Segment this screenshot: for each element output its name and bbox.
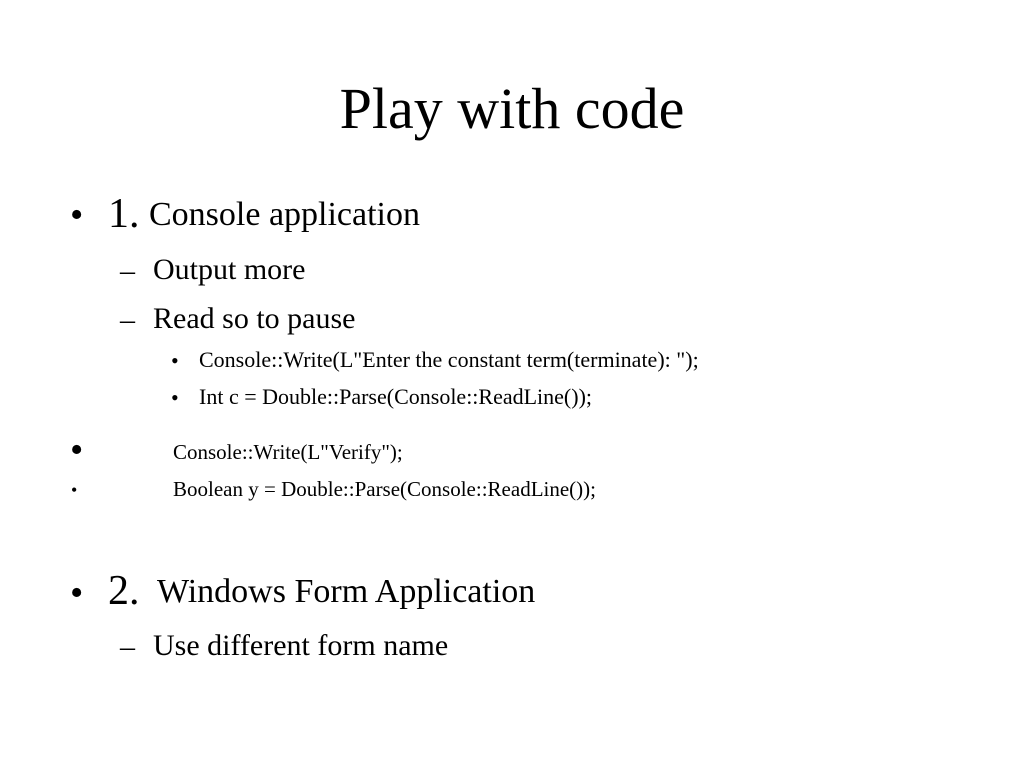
subitem-text: Output more: [153, 253, 306, 286]
item-number: 2.: [108, 568, 140, 614]
bullet-icon: •: [171, 348, 179, 373]
subitem-text: Read so to pause: [153, 302, 356, 335]
dash-marker: –: [120, 254, 135, 287]
subitem-text: Use different form name: [153, 629, 449, 662]
code-line: Console::Write(L"Enter the constant term(terminate): ");: [199, 347, 699, 372]
bullet-icon: •: [70, 194, 84, 236]
code-line: Int c = Double::Parse(Console::ReadLine());: [199, 384, 593, 409]
item-number: 1.: [108, 191, 140, 237]
bullet-icon: •: [70, 429, 84, 471]
bullet-icon: •: [71, 480, 78, 500]
dash-marker: –: [120, 630, 135, 663]
code-line: Boolean y = Double::Parse(Console::ReadLine());: [173, 477, 596, 501]
slide-title: Play with code: [339, 76, 685, 141]
bullet-icon: •: [70, 572, 84, 614]
bullet-icon: •: [171, 385, 179, 410]
item-label: Console application: [149, 196, 421, 233]
code-line: Console::Write(L"Verify");: [173, 440, 403, 464]
item-label: Windows Form Application: [157, 573, 536, 610]
dash-marker: –: [120, 303, 135, 336]
